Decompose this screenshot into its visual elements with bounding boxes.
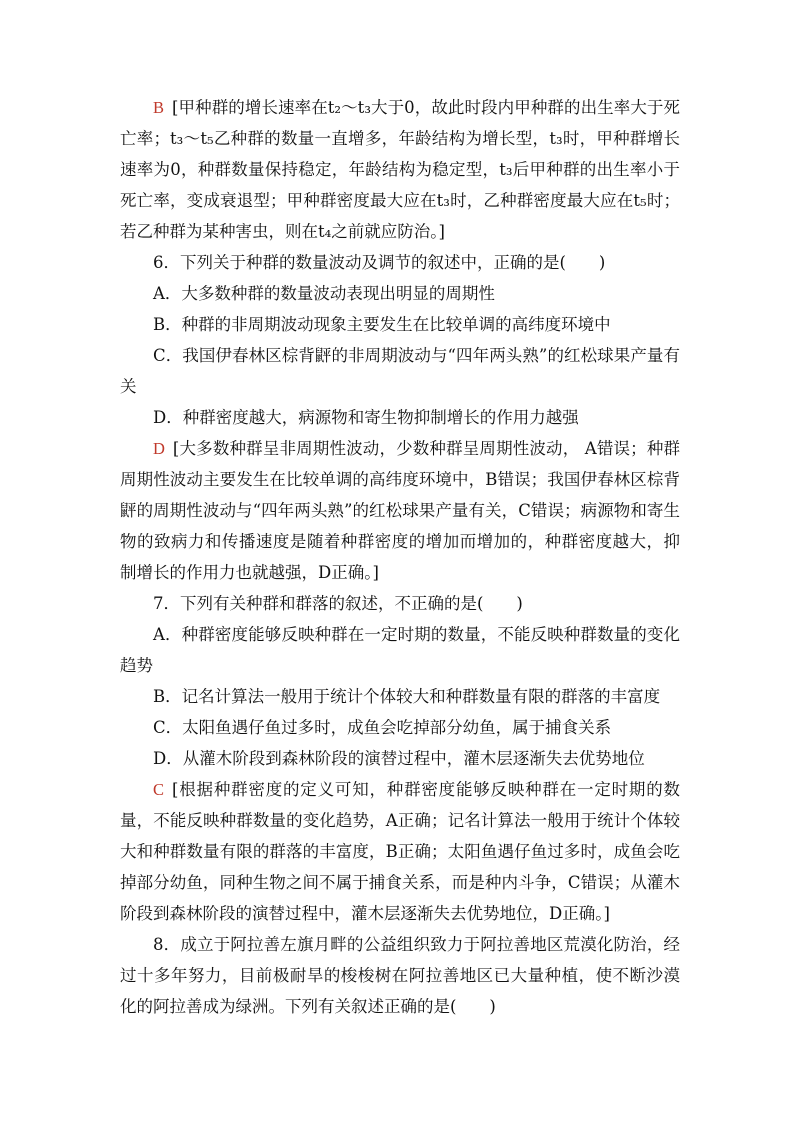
question-6-option-b: B．种群的非周期波动现象主要发生在比较单调的高纬度环境中 xyxy=(153,315,611,334)
document-page xyxy=(120,92,680,1022)
question-6-stem: 6．下列关于种群的数量波动及调节的叙述中，正确的是( ) xyxy=(153,253,606,272)
explanation-text-7: [根据种群密度的定义可知，种群密度能够反映种群在一定时期的数量，不能反映种群数量的变化趋势，A正确；记名计算法一般用于统计个体较大和种群数量有限的群落的丰富度，B正确；太阳鱼遇仔鱼过多时，成鱼会吃掉部分幼鱼，同种生物之间不属于捕食关系，而是种内斗争，C错误；从灌木阶段到森林阶段的演替过程中，灌木层逐渐失去优势地位，D正确。] xyxy=(120,780,680,923)
answer-letter-5: B xyxy=(153,98,165,117)
question-7-option-a: A．种群密度能够反映种群在一定时期的数量，不能反映种群数量的变化趋势 xyxy=(120,625,680,675)
question-7-option-d: D．从灌木阶段到森林阶段的演替过程中，灌木层逐渐失去优势地位 xyxy=(153,749,645,768)
question-7-option-c: C．太阳鱼遇仔鱼过多时，成鱼会吃掉部分幼鱼，属于捕食关系 xyxy=(153,718,612,737)
answer-letter-6: D xyxy=(153,439,165,458)
answer-explanation-7 xyxy=(120,774,680,929)
question-6-option-d: D．种群密度越大，病源物和寄生物抑制增长的作用力越强 xyxy=(153,408,579,427)
question-7-option-b: B．记名计算法一般用于统计个体较大和种群数量有限的群落的丰富度 xyxy=(153,687,661,706)
question-8-stem: 8．成立于阿拉善左旗月畔的公益组织致力于阿拉善地区荒漠化防治，经过十多年努力，目前极耐旱的梭梭树在阿拉善地区已大量种植，使不断沙漠化的阿拉善成为绿洲。下列有关叙述正确的是( ) xyxy=(120,935,680,1016)
explanation-text-6: [大多数种群呈非周期性波动，少数种群呈周期性波动， A错误；种群周期性波动主要发生在比较单调的高纬度环境中，B错误；我国伊春林区棕背䶄的周期性波动与“四年两头熟”的红松球果产量有关，C错误；病源物和寄生物的致病力和传播速度是随着种群密度的增加而增加的，种群密度越大，抑制增长的作用力也就越强，D正确。] xyxy=(120,439,680,582)
question-6-option-c: C．我国伊春林区棕背䶄的非周期波动与“四年两头熟”的红松球果产量有关 xyxy=(120,346,680,396)
answer-letter-7: C xyxy=(153,780,165,799)
answer-explanation-6 xyxy=(120,433,680,588)
question-7-stem: 7．下列有关种群和群落的叙述，不正确的是( ) xyxy=(153,594,523,613)
question-6-option-a: A．大多数种群的数量波动表现出明显的周期性 xyxy=(153,284,495,303)
answer-explanation-5 xyxy=(120,92,680,247)
explanation-text-5: [甲种群的增长速率在t₂～t₃大于0，故此时段内甲种群的出生率大于死亡率；t₃～t₅乙种群的数量一直增多，年龄结构为增长型，t₃时，甲种群增长速率为0，种群数量保持稳定，年龄结构为稳定型，t₃后甲种群的出生率小于死亡率，变成衰退型；甲种群密度最大应在t₃时，乙种群密度最大应在t₅时；若乙种群为某种害虫，则在t₄之前就应防治。] xyxy=(120,98,680,241)
